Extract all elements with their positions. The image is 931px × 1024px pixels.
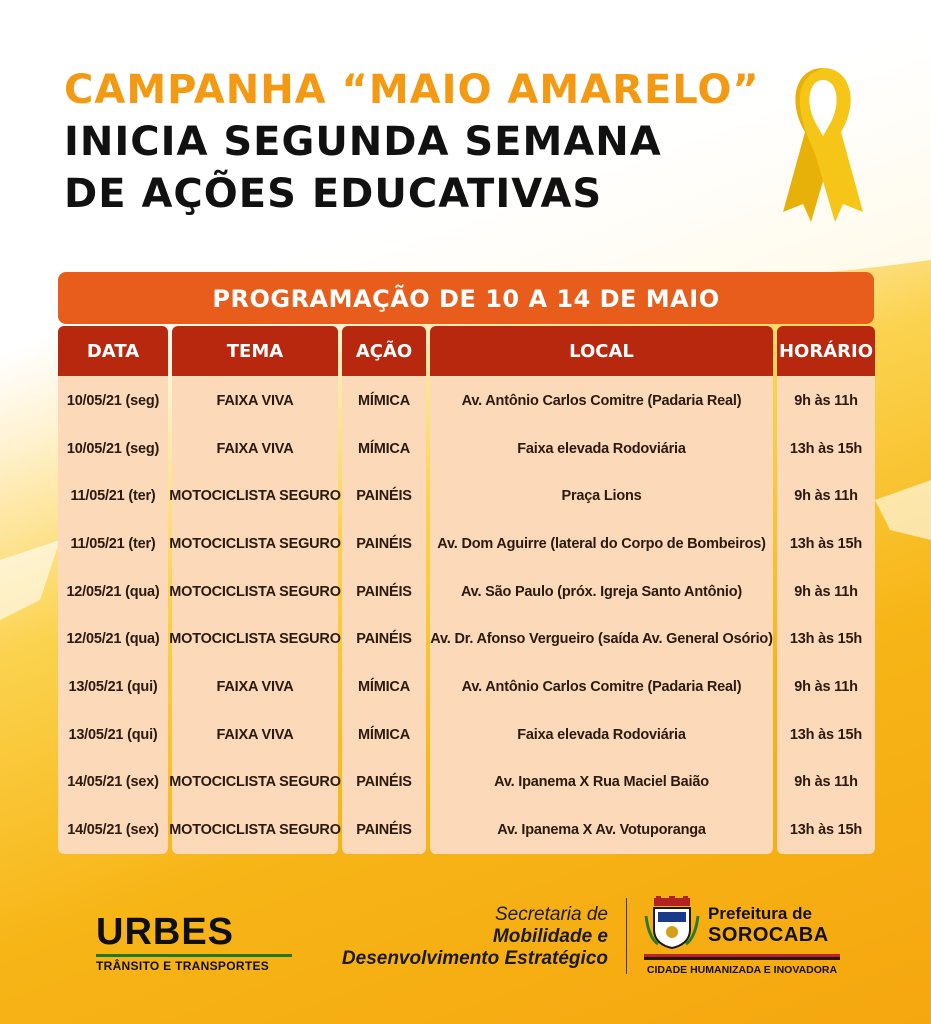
table-cell-local: Av. Antônio Carlos Comitre (Padaria Real): [461, 678, 742, 695]
column-body-data: [58, 376, 168, 854]
urbes-logo-name: URBES: [96, 911, 235, 953]
secretaria-line-2: Mobilidade e: [492, 926, 608, 947]
table-cell-tema: MOTOCICLISTA SEGURO: [169, 488, 341, 505]
title-line-2: INICIA SEGUNDA SEMANA: [64, 119, 662, 165]
table-cell-data: 13/05/21 (qui): [68, 678, 158, 695]
table-cell-data: 11/05/21 (ter): [70, 535, 156, 552]
table-cell-local: Av. São Paulo (próx. Igreja Santo Antônio): [460, 583, 743, 600]
column-header-tema: TEMA: [172, 326, 338, 376]
column-tema: [169, 326, 341, 854]
table-cell-local: Faixa elevada Rodoviária: [517, 726, 686, 743]
column-data: [58, 326, 168, 854]
column-body-local: [430, 376, 773, 854]
column-horario: [777, 326, 875, 854]
column-local: [430, 326, 773, 854]
column-header-local: LOCAL: [430, 326, 773, 376]
table-cell-tema: MOTOCICLISTA SEGURO: [169, 774, 341, 791]
table-cell-horario: 13h às 15h: [789, 535, 863, 552]
secretaria-line-1: Secretaria de: [494, 904, 608, 925]
table-cell-local: Av. Ipanema X Rua Maciel Baião: [494, 774, 709, 791]
table-cell-horario: 13h às 15h: [789, 440, 863, 457]
table-cell-horario: 13h às 15h: [789, 822, 863, 839]
secretaria-line-3: Desenvolvimento Estratégico: [341, 948, 608, 969]
table-cell-tema: FAIXA VIVA: [216, 440, 294, 457]
table-cell-acao: PAINÉIS: [356, 535, 412, 552]
table-cell-acao: MÍMICA: [358, 678, 410, 695]
urbes-logo-bar: [96, 954, 292, 957]
table-cell-local: Faixa elevada Rodoviária: [517, 440, 686, 457]
table-cell-local: Av. Antônio Carlos Comitre (Padaria Real): [461, 392, 742, 409]
title-line-3: DE AÇÕES EDUCATIVAS: [64, 171, 603, 217]
table-cell-horario: 9h às 11h: [794, 488, 858, 505]
page-title: [64, 64, 760, 220]
yellow-ribbon-icon: [775, 62, 871, 224]
column-header-acao: AÇÃO: [342, 326, 426, 376]
table-cell-acao: PAINÉIS: [356, 822, 412, 839]
table-cell-data: 12/05/21 (qua): [66, 583, 160, 600]
table-cell-acao: MÍMICA: [358, 726, 410, 743]
column-body-acao: [342, 376, 426, 854]
table-cell-data: 11/05/21 (ter): [70, 488, 156, 505]
table-cell-tema: MOTOCICLISTA SEGURO: [169, 535, 341, 552]
column-acao: [342, 326, 426, 854]
urbes-logo-subtitle: TRÂNSITO E TRANSPORTES: [96, 959, 270, 973]
table-cell-acao: PAINÉIS: [356, 583, 412, 600]
table-cell-horario: 9h às 11h: [794, 774, 858, 791]
table-cell-acao: MÍMICA: [358, 440, 410, 457]
column-header-horario: HORÁRIO: [777, 326, 875, 376]
prefeitura-tagline: CIDADE HUMANIZADA E INOVADORA: [646, 964, 838, 976]
table-cell-data: 12/05/21 (qua): [66, 631, 160, 648]
table-cell-horario: 13h às 15h: [789, 631, 863, 648]
schedule-banner: PROGRAMAÇÃO DE 10 A 14 DE MAIO: [58, 272, 874, 324]
table-cell-tema: MOTOCICLISTA SEGURO: [169, 631, 341, 648]
prefeitura-line-2: SOROCABA: [708, 924, 829, 946]
table-cell-horario: 9h às 11h: [794, 392, 858, 409]
table-cell-tema: MOTOCICLISTA SEGURO: [169, 822, 341, 839]
table-cell-acao: PAINÉIS: [356, 774, 412, 791]
table-cell-local: Av. Dom Aguirre (lateral do Corpo de Bombeiros): [437, 535, 766, 552]
table-cell-horario: 13h às 15h: [789, 726, 863, 743]
title-line-campaign: CAMPANHA “MAIO AMARELO”: [64, 67, 760, 113]
column-body-horario: [777, 376, 875, 854]
table-cell-acao: MÍMICA: [358, 392, 410, 409]
secretaria-logo: [340, 904, 608, 970]
table-cell-local: Av. Ipanema X Av. Votuporanga: [497, 822, 706, 839]
urbes-logo: [96, 912, 296, 973]
column-header-data: DATA: [58, 326, 168, 376]
footer-divider: [626, 898, 627, 974]
table-cell-data: 10/05/21 (seg): [66, 440, 160, 457]
table-cell-tema: MOTOCICLISTA SEGURO: [169, 583, 341, 600]
table-cell-data: 13/05/21 (qui): [68, 726, 158, 743]
prefeitura-stripes: [644, 954, 840, 960]
table-cell-tema: FAIXA VIVA: [216, 678, 294, 695]
column-body-tema: [169, 376, 341, 854]
table-cell-local: Av. Dr. Afonso Vergueiro (saída Av. General Osório): [430, 631, 773, 648]
sorocaba-coat-of-arms-icon: [644, 896, 700, 950]
prefeitura-line-1: Prefeitura de: [708, 904, 812, 923]
table-cell-acao: PAINÉIS: [356, 488, 412, 505]
table-cell-data: 14/05/21 (sex): [67, 822, 159, 839]
table-cell-horario: 9h às 11h: [794, 583, 858, 600]
table-cell-acao: PAINÉIS: [356, 631, 412, 648]
table-cell-local: Praça Lions: [561, 488, 642, 505]
table-cell-tema: FAIXA VIVA: [216, 392, 294, 409]
table-cell-data: 14/05/21 (sex): [67, 774, 159, 791]
table-cell-tema: FAIXA VIVA: [216, 726, 294, 743]
table-cell-data: 10/05/21 (seg): [66, 392, 160, 409]
table-cell-horario: 9h às 11h: [794, 678, 858, 695]
